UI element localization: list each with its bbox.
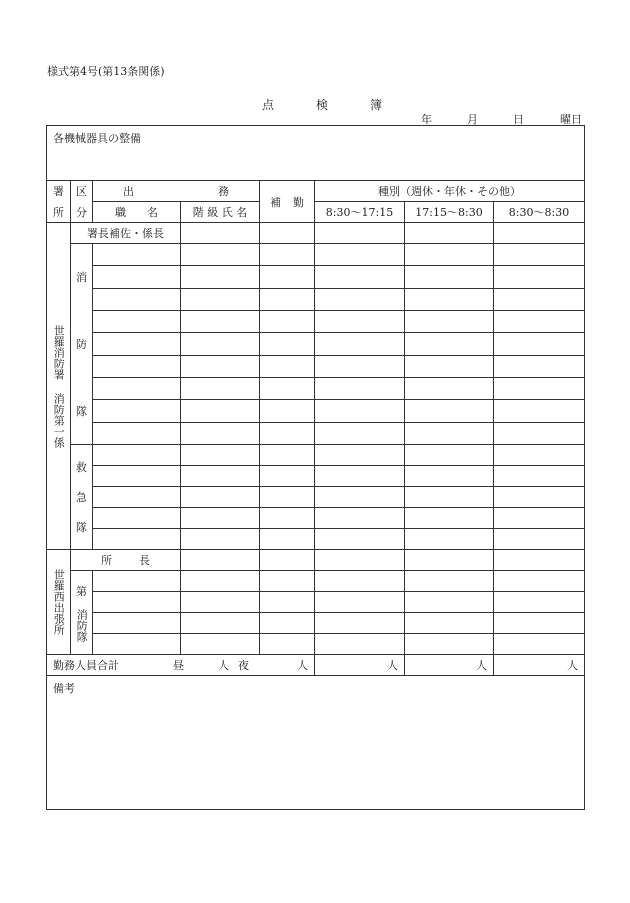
header-hokin [260,181,315,223]
totals-row-label [47,655,315,676]
table-cell[interactable] [315,529,405,550]
table-cell[interactable] [260,592,315,613]
table-cell[interactable] [494,445,585,466]
table-row [47,508,585,529]
table-row [47,310,585,332]
table-cell[interactable] [494,571,585,592]
table-cell[interactable] [260,333,315,355]
table-cell[interactable] [260,223,315,244]
table-cell[interactable] [93,377,181,399]
form-number: 様式第4号(第13条関係) [47,65,165,78]
header-shokumei-2: 名 [147,206,158,219]
table-cell[interactable] [260,634,315,655]
header-hokin-2: 勤 [293,195,304,209]
table-cell[interactable] [260,613,315,634]
table-cell[interactable] [405,445,494,466]
table-row [47,355,585,377]
table-cell[interactable] [260,266,315,288]
table-cell[interactable] [494,355,585,377]
table-cell[interactable] [260,445,315,466]
table-cell[interactable] [315,571,405,592]
table-cell[interactable] [405,634,494,655]
fire-unit-char-3: 隊 [76,404,87,418]
branch-chief-char-1: 所 [101,554,112,567]
branch-chief-label [71,550,181,571]
table-cell[interactable] [315,422,405,444]
table-cell[interactable] [181,592,260,613]
table-cell[interactable] [315,310,405,332]
header-kaikyu: 階 級 氏 名 [181,202,260,223]
table-cell[interactable] [315,288,405,310]
table-cell[interactable] [405,571,494,592]
table-cell[interactable] [181,634,260,655]
totals-night-unit: 人 [297,659,308,672]
table-cell[interactable] [315,355,405,377]
table-cell[interactable] [405,422,494,444]
table-cell[interactable] [260,377,315,399]
title-char-3: 簿 [369,98,382,112]
header-shift-1: 8:30〜17:15 [315,202,405,223]
table-cell[interactable] [494,422,585,444]
table-cell[interactable] [315,634,405,655]
table-cell[interactable] [93,592,181,613]
table-cell[interactable] [93,571,181,592]
table-row [47,266,585,288]
table-cell[interactable] [494,550,585,571]
table-cell[interactable] [181,422,260,444]
table-cell[interactable] [315,508,405,529]
table-cell[interactable] [93,422,181,444]
ems-unit-char-3: 隊 [76,521,87,534]
table-cell[interactable] [260,244,315,266]
ems-unit-char-2: 急 [76,491,87,504]
table-cell[interactable] [181,445,260,466]
header-shutsumu [93,181,260,202]
table-row [47,466,585,487]
date-weekday-label: 曜日 [560,113,582,126]
table-cell[interactable] [405,529,494,550]
table-cell[interactable] [494,634,585,655]
date-day-label: 日 [513,113,524,126]
table-cell[interactable] [405,613,494,634]
branch-unit-label [71,571,93,655]
header-shutsumu-2: 務 [218,185,229,198]
table-cell[interactable] [315,550,405,571]
header-shosho [47,181,71,223]
table-cell[interactable] [494,244,585,266]
table-cell[interactable] [405,310,494,332]
table-cell[interactable] [181,333,260,355]
equipment-maintenance-cell[interactable] [47,126,585,181]
table-cell[interactable] [494,400,585,422]
table-cell[interactable] [494,466,585,487]
equipment-maintenance-label: 各機械器具の整備 [53,132,141,145]
header-kubun-1: 区 [76,185,87,199]
table-row [47,400,585,422]
station-label-seranishi [47,550,71,655]
table-cell[interactable] [93,634,181,655]
table-row [47,288,585,310]
branch-unit-name: 消防隊 [75,609,89,642]
fire-unit-char-2: 防 [76,337,87,351]
table-cell[interactable] [315,400,405,422]
table-cell[interactable] [405,355,494,377]
station-label-seranishi-text: 世羅西出張所 [52,569,66,635]
table-cell[interactable] [315,487,405,508]
title-char-1: 点 [262,98,275,112]
totals-day-unit: 人 [218,659,229,672]
table-cell[interactable] [260,550,315,571]
table-row [47,422,585,444]
table-cell[interactable] [181,487,260,508]
table-cell[interactable] [315,445,405,466]
table-cell[interactable] [93,333,181,355]
table-cell[interactable] [181,310,260,332]
table-row [47,377,585,399]
table-cell[interactable] [93,487,181,508]
table-row [47,487,585,508]
table-cell[interactable] [181,508,260,529]
table-cell[interactable] [315,244,405,266]
table-cell[interactable] [93,613,181,634]
table-row [47,613,585,634]
station-label-sera-text: 世羅消防署 消防第一係 [52,324,66,448]
table-cell[interactable] [405,333,494,355]
table-cell[interactable] [181,244,260,266]
table-cell[interactable] [494,310,585,332]
header-shosho-2: 所 [53,205,64,219]
table-cell[interactable] [494,487,585,508]
ems-unit-char-1: 救 [76,461,87,474]
totals-shift-3[interactable]: 人 [494,655,585,676]
ems-unit-label [71,445,93,550]
table-row [47,333,585,355]
table-cell[interactable] [405,508,494,529]
title-char-2: 検 [315,98,328,112]
table-cell[interactable] [93,310,181,332]
table-cell[interactable] [260,571,315,592]
inspection-log-table [46,125,585,810]
date-year-label: 年 [421,113,432,126]
table-cell[interactable] [260,529,315,550]
table-cell[interactable] [181,377,260,399]
table-cell[interactable] [260,508,315,529]
date-month-label: 月 [467,113,478,126]
table-cell[interactable] [181,529,260,550]
table-cell[interactable] [405,377,494,399]
header-shift-3: 8:30〜8:30 [494,202,585,223]
table-cell[interactable] [494,288,585,310]
header-shosho-1: 署 [53,185,64,199]
table-cell[interactable] [93,529,181,550]
table-cell[interactable] [405,400,494,422]
table-cell[interactable] [315,223,405,244]
table-cell[interactable] [181,400,260,422]
table-row [47,634,585,655]
table-cell[interactable] [260,288,315,310]
remarks-label: 備考 [53,682,75,695]
totals-shift-2[interactable]: 人 [405,655,494,676]
table-cell[interactable] [260,487,315,508]
table-cell[interactable] [494,592,585,613]
table-cell[interactable] [93,288,181,310]
table-cell[interactable] [315,266,405,288]
header-shift-2: 17:15〜8:30 [405,202,494,223]
table-cell[interactable] [405,244,494,266]
totals-shift-1[interactable]: 人 [315,655,405,676]
form-title [262,96,382,113]
table-cell[interactable] [315,613,405,634]
table-cell[interactable] [260,422,315,444]
table-cell[interactable] [260,310,315,332]
remarks-cell[interactable] [47,676,585,810]
table-cell[interactable] [93,266,181,288]
table-cell[interactable] [181,288,260,310]
table-cell[interactable] [405,466,494,487]
table-cell[interactable] [181,550,260,571]
table-cell[interactable] [260,466,315,487]
table-cell[interactable] [93,466,181,487]
totals-label: 勤務人員合計 [53,659,119,672]
table-cell[interactable] [405,550,494,571]
table-cell[interactable] [181,466,260,487]
table-cell[interactable] [494,223,585,244]
header-shokumei [93,202,181,223]
fire-unit-char-1: 消 [76,271,87,285]
table-cell[interactable] [494,613,585,634]
header-shutsumu-1: 出 [123,185,134,198]
table-row [47,529,585,550]
table-cell[interactable] [315,466,405,487]
table-cell[interactable] [494,266,585,288]
assistant-chief-label: 署長補佐・係長 [71,223,181,244]
table-row [47,592,585,613]
table-cell[interactable] [260,400,315,422]
branch-chief-char-2: 長 [139,554,150,567]
header-kubun-2: 分 [76,205,87,219]
table-cell[interactable] [405,592,494,613]
station-label-sera [47,223,71,550]
table-cell[interactable] [405,288,494,310]
header-shubetsu: 種別（週休・年休・その他） [315,181,585,202]
table-cell[interactable] [93,445,181,466]
header-kubun [71,181,93,223]
table-cell[interactable] [181,571,260,592]
table-cell[interactable] [405,266,494,288]
table-cell[interactable] [405,487,494,508]
table-cell[interactable] [93,355,181,377]
table-cell[interactable] [181,266,260,288]
table-cell[interactable] [181,355,260,377]
table-cell[interactable] [93,244,181,266]
table-cell[interactable] [494,333,585,355]
header-shokumei-1: 職 [115,206,126,219]
totals-night-label: 夜 [238,659,249,672]
table-cell[interactable] [315,377,405,399]
table-cell[interactable] [494,529,585,550]
header-hokin-1: 補 [270,195,281,209]
table-cell[interactable] [181,613,260,634]
table-cell[interactable] [494,377,585,399]
table-cell[interactable] [260,355,315,377]
branch-unit-number: 第 [76,585,87,598]
table-cell[interactable] [315,333,405,355]
fire-unit-label [71,244,93,445]
table-cell[interactable] [494,508,585,529]
table-cell[interactable] [315,592,405,613]
table-cell[interactable] [93,508,181,529]
totals-day-label: 昼 [173,659,184,672]
table-cell[interactable] [93,400,181,422]
table-cell[interactable] [181,223,260,244]
table-cell[interactable] [405,223,494,244]
